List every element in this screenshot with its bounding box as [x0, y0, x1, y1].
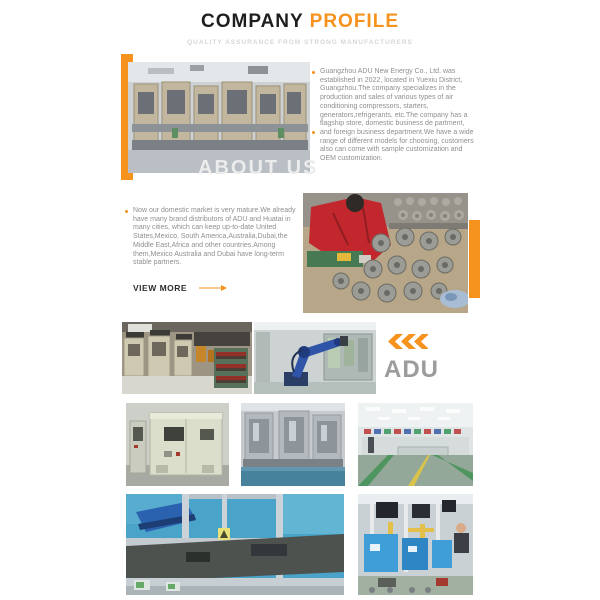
assembly-line-photo: [241, 403, 345, 486]
about-paragraph-2: and foreign business department.We have a wide range of different models for choosing, customers also can come with sample customization and OEM customization.: [320, 128, 474, 163]
about-text-block: [312, 68, 480, 164]
blue-equipment-photo: [358, 494, 473, 595]
worker-inspection-photo: [303, 193, 468, 313]
machining-workshop-photo: [122, 322, 252, 394]
conveyor-closeup-photo: [126, 494, 344, 595]
arrow-right-icon: [199, 284, 229, 292]
adu-logo: [384, 334, 439, 382]
page-title-primary: COMPANY: [201, 11, 304, 32]
adu-logo-text: ADU: [384, 356, 439, 383]
market-bullet-item: [125, 207, 297, 268]
view-more-label: VIEW MORE: [133, 283, 188, 293]
about-bullet-item: [312, 129, 480, 164]
market-paragraph: Now our domestic market is very mature.We already have many brand distributors of ADU and Huatai in many cities, which can keep up-to-date United States,Mexico, South America,Australia,Dubai,the Middle East,Africa and other countries.Among them,Mexico Australia and Dubai have long-term stable partners.: [133, 207, 296, 267]
about-bullet-item: [312, 68, 480, 129]
orange-accent-bar-right: [469, 220, 480, 298]
about-paragraph-1: Guangzhou ADU New Energy Co., Ltd. was established in 2022, located in Yuexiu District, Guangzhou.The company specializes in the production and sales of various types of air conditioning compressors, starters, generators,refrigerants, etc.The company has a flagship store, domestic business de partment,: [320, 68, 468, 128]
test-chamber-photo: [126, 403, 229, 486]
page-title-accent: PROFILE: [309, 11, 399, 32]
page-title: [0, 11, 600, 33]
robot-arm-photo: [254, 322, 376, 394]
about-us-watermark: ABOUT US: [198, 157, 319, 179]
bullet-dot-icon: [312, 71, 315, 74]
market-text-block: [125, 207, 297, 268]
page-subtitle: QUALITY ASSURANCE FROM STRONG MANUFACTURERS: [187, 39, 413, 46]
view-more-button[interactable]: [133, 283, 229, 293]
bright-workshop-photo: [358, 403, 473, 486]
bullet-dot-icon: [312, 131, 315, 134]
bullet-dot-icon: [125, 210, 128, 213]
chevrons-left-icon: [384, 334, 428, 349]
